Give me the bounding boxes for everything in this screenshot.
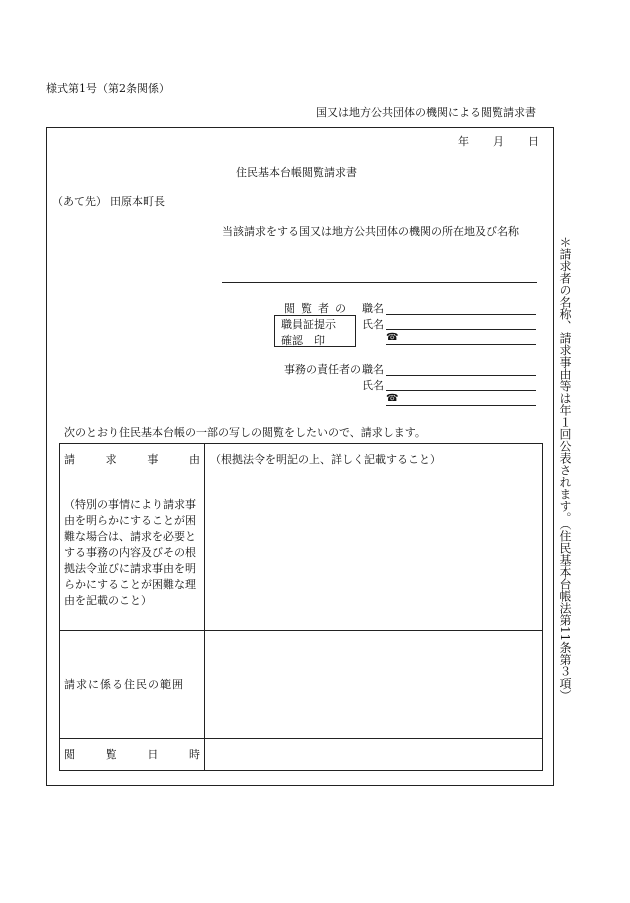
table-row-divider-1 <box>59 630 543 631</box>
viewer-job-label: 職名 <box>362 302 384 315</box>
manager-name-line[interactable] <box>386 390 536 391</box>
datetime-input-area[interactable] <box>210 742 538 766</box>
form-heading: 国又は地方公共団体の機関による閲覧請求書 <box>316 106 536 119</box>
viewer-job-line[interactable] <box>386 314 536 315</box>
manager-label: 事務の責任者の <box>284 363 361 376</box>
reason-input-area[interactable] <box>210 467 538 627</box>
form-number: 様式第1号（第2条関係） <box>46 82 170 95</box>
id-check-line2: 確認 印 <box>281 334 325 347</box>
phone-icon: ☎ <box>386 332 399 343</box>
reason-instruction: （根拠法令を明記の上、詳しく記載すること） <box>210 453 441 466</box>
scope-input-area[interactable] <box>210 634 538 734</box>
date-month: 月 <box>493 135 504 148</box>
datetime-label-text: 閲 覧 日 時 <box>64 748 200 761</box>
viewer-phone-line[interactable] <box>386 344 536 345</box>
viewer-label <box>284 302 346 315</box>
id-check-line1: 職員証提示 <box>281 318 336 331</box>
viewer-label-text: 閲 覧 者 の <box>284 302 346 315</box>
manager-phone-line[interactable] <box>386 405 536 406</box>
manager-job-label: 職名 <box>362 363 384 376</box>
requester-location-label: 当該請求をする国又は地方公共団体の機関の所在地及び名称 <box>222 225 519 238</box>
request-sentence: 次のとおり住民基本台帳の一部の写しの閲覧をしたいので、請求します。 <box>64 426 426 439</box>
manager-job-line[interactable] <box>386 375 536 376</box>
reason-label <box>64 453 200 466</box>
datetime-label <box>64 748 200 761</box>
reason-label-text: 請 求 事 由 <box>64 453 200 466</box>
manager-name-label: 氏名 <box>362 379 384 392</box>
date-day: 日 <box>528 135 539 148</box>
form-title: 住民基本台帳閲覧請求書 <box>236 166 357 179</box>
scope-label: 請求に係る住民の範囲 <box>64 678 184 691</box>
phone-icon: ☎ <box>386 393 399 404</box>
requester-location-line <box>222 282 537 283</box>
date-year: 年 <box>458 135 469 148</box>
viewer-name-line[interactable] <box>386 329 536 330</box>
table-column-divider <box>204 443 205 771</box>
side-note: ＊請求者の名称、請求事由等は年１回公表されます。（住民基本台帳法第11条第３項） <box>558 236 572 702</box>
addressee-name: 田原本町長 <box>110 195 165 208</box>
table-row-divider-2 <box>59 738 543 739</box>
reason-note: （特別の事情により請求事由を明らかにすることが困難な場合は、請求を必要とする事務の内容及びその根拠法令並びに請求事由を明らかにすることが困難な理由を記載のこと） <box>64 498 196 607</box>
addressee-label: （あて先） <box>52 195 107 208</box>
viewer-name-label: 氏名 <box>362 318 384 331</box>
